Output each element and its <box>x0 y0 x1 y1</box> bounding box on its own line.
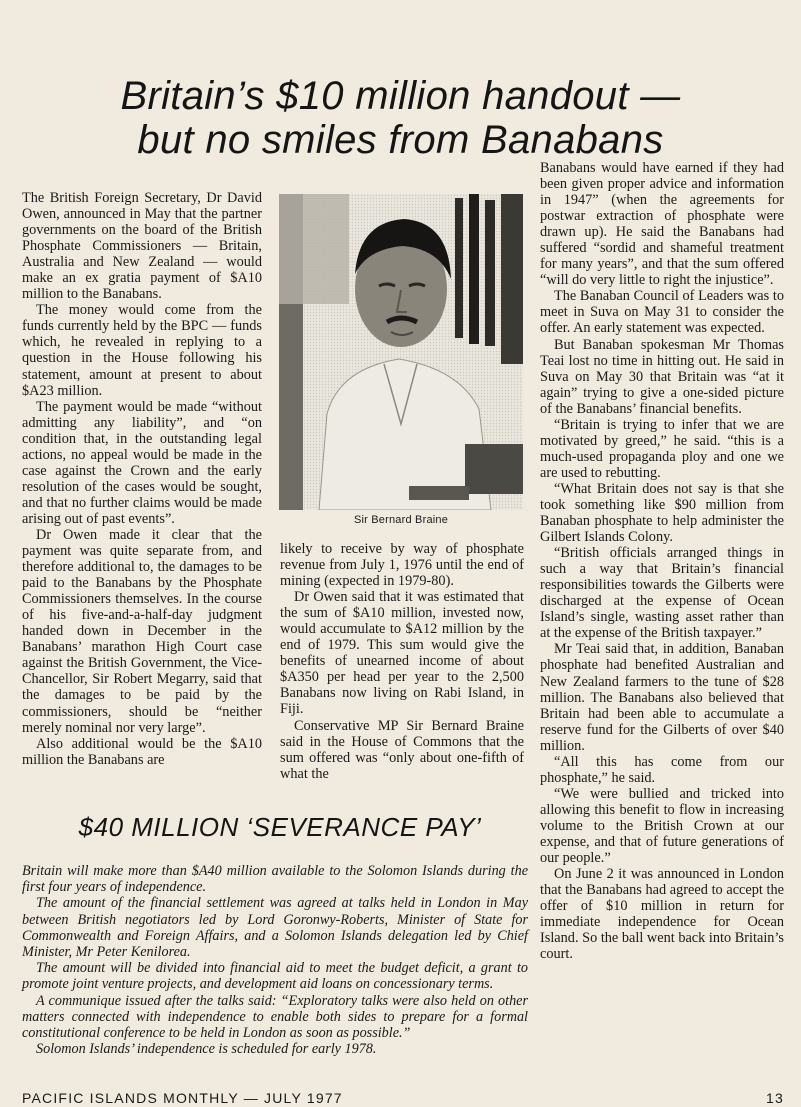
page-number: 13 <box>766 1090 784 1106</box>
page-footer <box>22 1090 792 1107</box>
article-column-left <box>22 190 262 768</box>
box-paragraph: Solomon Islands’ independence is scheduled for early 1978. <box>36 1041 377 1058</box>
article-paragraph: Banabans would have earned if they had been given proper advice and information in 1947” (when the agreements for postwar extraction of phosphate were drawn up). He said the Banabans had suffered “sordid and shameful treatment for many years”, and that the sum offered “will do very little to right the injustice”. <box>540 160 784 289</box>
article-paragraph: “Britain is trying to infer that we are motivated by greed,” he said. “this is a much-used propaganda ploy and one we are used to rebutting. <box>540 416 784 481</box>
article-paragraph: Dr Owen said that it was estimated that the sum of $A10 million, invested now, would accumulate to $A12 million by the end of 1979. This sum would give the benefits of unearned income of about $A350 per head per year to the 2,500 Banabans now living on Rabi Island, in Fiji. <box>280 589 524 718</box>
headline <box>0 74 801 162</box>
article-paragraph: Mr Teai said that, in addition, Banaban phosphate had benefited Australian and New Zealand farmers to the tune of $28 million. The Banabans also believed that Britain had been able to accumulate a reserve fund for the Gilberts of over $40 million. <box>540 641 784 754</box>
article-paragraph: Conservative MP Sir Bernard Braine said in the House of Commons that the sum offered was “only about one-fifth of what the <box>280 717 524 782</box>
article-paragraph: “We were bullied and tricked into allowing this benefit to flow in increasing volume to the British Crown at our expense, and that of future generations of our people.” <box>540 785 784 867</box>
article-paragraph: “What Britain does not say is that she took something like $90 million from Banaban phosphate to help administer the Gilbert Islands Colony. <box>540 480 784 546</box>
box-paragraph: Britain will make more than $A40 million available to the Solomon Islands during the first four years of independence. <box>22 863 528 896</box>
headline-line-1: Britain’s $10 million handout — <box>120 74 681 118</box>
article-paragraph: “All this has come from our phosphate,” he said. <box>540 753 784 786</box>
box-text <box>22 863 528 1057</box>
article-paragraph: likely to receive by way of phosphate revenue from July 1, 1976 until the end of mining (expected in 1979-80). <box>280 541 524 590</box>
headline-line-2: but no smiles from Banabans <box>137 118 664 162</box>
publication-name: PACIFIC ISLANDS MONTHLY — JULY 1977 <box>22 1090 343 1106</box>
article-paragraph: But Banaban spokesman Mr Thomas Teai lost no time in hitting out. He said in Suva on May 30 that Britain was “at it again” trying to give a one-sided picture of the Banabans’ financial benefits. <box>540 336 784 417</box>
article-paragraph: The money would come from the funds currently held by the BPC — funds which, he revealed in replying to a question in the House following his statement, amount at present to about $A23 million. <box>22 302 262 399</box>
article-paragraph: “British officials arranged things in such a way that Britain’s financial responsibilities towards the Gilberts were discharged at the expense of Ocean Island’s single, wasting asset rather than at the expense of the British taxpayer.” <box>540 545 784 642</box>
box-paragraph: The amount will be divided into financial aid to meet the budget deficit, a grant to promote joint venture projects, and development aid loans on concessionary terms. <box>22 960 528 993</box>
article-paragraph: Dr Owen made it clear that the payment was quite separate from, and therefore additional to, the damages to be paid to the Banabans by the Phosphate Commissioners themselves. In the course of his five-and-a-half-day judgment handed down in December in the Banabans’ marathon High Court case against the British Government, the Vice-Chancellor, Sir Robert Megarry, said that the damages to be paid by the commissioners, should be “neither merely nominal nor very large”. <box>22 526 262 736</box>
article-paragraph: On June 2 it was announced in London that the Banabans had agreed to accept the offer of $10 million in return for immediate independence for Ocean Island. So the ball went back into Britain’s court. <box>540 866 784 963</box>
article-paragraph: Also additional would be the $A10 million the Banabans are <box>22 735 262 768</box>
article-column-right <box>540 160 784 962</box>
article-paragraph: The payment would be made “without admitting any liability”, and “on condition that, in the outstanding legal actions, no appeal would be made in the case against the Crown and the early resolution of the cases would be sought, and that no further claims would be made arising out of past events”. <box>22 398 262 527</box>
article-column-middle <box>280 541 524 782</box>
box-paragraph: The amount of the financial settlement was agreed at talks held in London in May between British negotiators led by Lord Goronwy-Roberts, Minister of State for Commonwealth and Foreign Affairs, and a Solomon Islands delegation led by Chief Minister, Mr Peter Kenilorea. <box>22 895 528 961</box>
box-paragraph: A communique issued after the talks said: “Exploratory talks were also held on other matters connected with independence to enable both sides to prepare for a formal constitutional conference to be held in London as soon as possible.” <box>22 992 528 1042</box>
article-paragraph: The British Foreign Secretary, Dr David Owen, announced in May that the partner governments on the board of the British Phosphate Commissioners — Britain, Australia and New Zealand — would make an ex gratia payment of $A10 million to the Banabans. <box>22 190 262 303</box>
portrait-photo <box>279 194 523 510</box>
portrait-photo-image <box>279 194 523 510</box>
box-heading: $40 MILLION ‘SEVERANCE PAY’ <box>78 812 482 842</box>
article-paragraph: The Banaban Council of Leaders was to meet in Suva on May 31 to consider the offer. An early statement was expected. <box>540 288 784 337</box>
photo-caption: Sir Bernard Braine <box>353 514 449 526</box>
